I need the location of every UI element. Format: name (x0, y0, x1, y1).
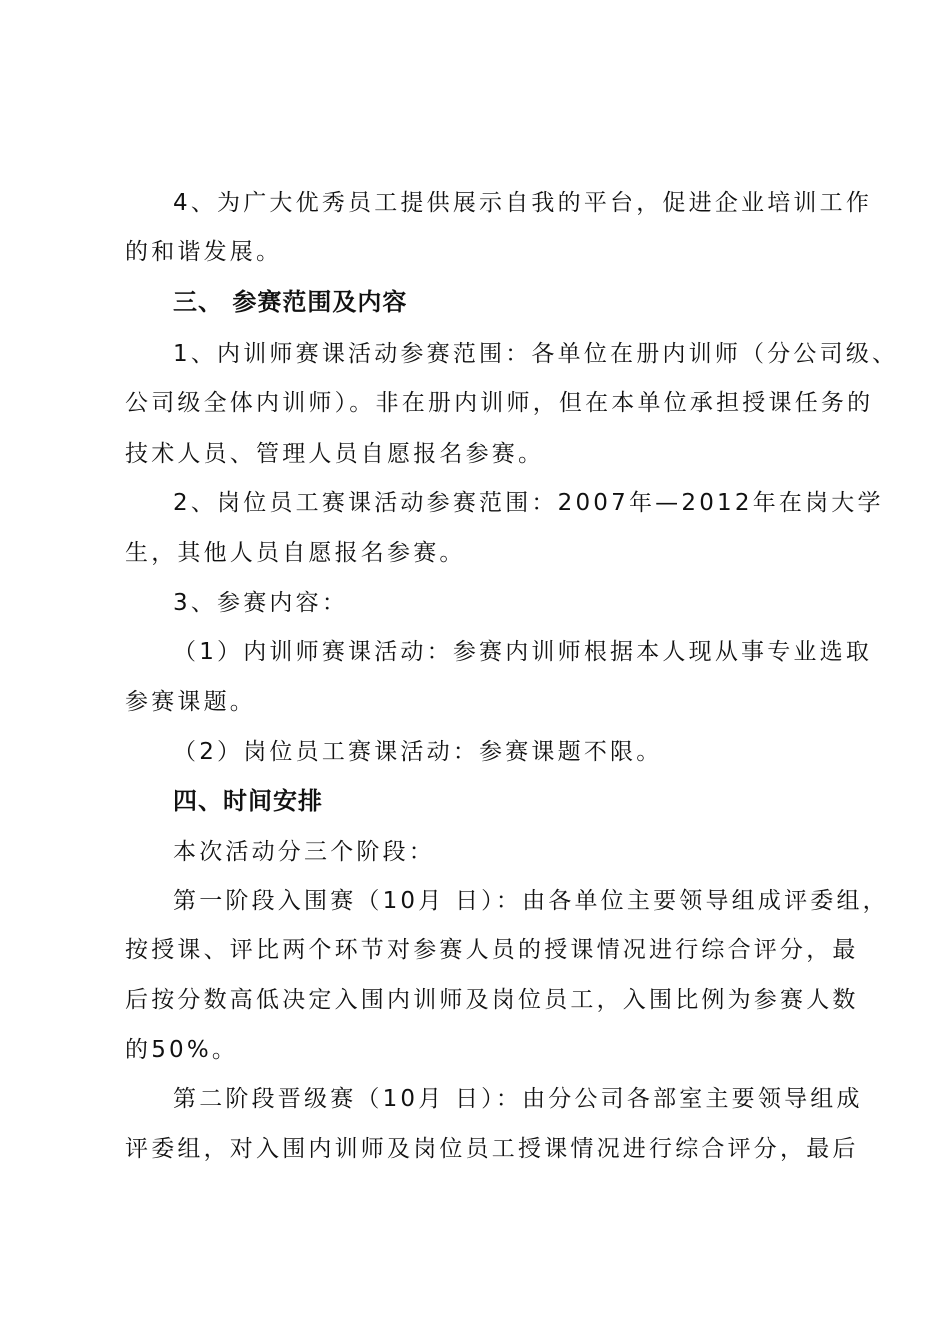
paragraph-line: 第二阶段晋级赛（10月 日）：由分公司各部室主要领导组成 (173, 1086, 863, 1112)
paragraph-line: 技术人员、管理人员自愿报名参赛。 (125, 441, 545, 467)
section-heading: 三、 参赛范围及内容 (173, 288, 408, 316)
paragraph-line: 按授课、评比两个环节对参赛人员的授课情况进行综合评分，最 (125, 937, 859, 963)
paragraph-line: （1）内训师赛课活动：参赛内训师根据本人现从事专业选取 (173, 639, 873, 665)
paragraph-line: （2）岗位员工赛课活动：参赛课题不限。 (173, 739, 663, 765)
paragraph-line: 评委组，对入围内训师及岗位员工授课情况进行综合评分，最后 (125, 1136, 859, 1162)
paragraph-line: 第一阶段入围赛（10月 日）：由各单位主要领导组成评委组， (173, 888, 889, 914)
paragraph-line: 4、为广大优秀员工提供展示自我的平台，促进企业培训工作 (173, 190, 873, 216)
paragraph-line: 参赛课题。 (125, 689, 256, 715)
paragraph-line: 1、内训师赛课活动参赛范围：各单位在册内训师（分公司级、 (173, 341, 899, 367)
section-heading: 四、时间安排 (173, 787, 323, 815)
paragraph-line: 后按分数高低决定入围内训师及岗位员工，入围比例为参赛人数 (125, 987, 859, 1013)
paragraph-line: 的50%。 (125, 1037, 239, 1063)
paragraph-line: 公司级全体内训师）。非在册内训师，但在本单位承担授课任务的 (125, 390, 874, 416)
paragraph-line: 生，其他人员自愿报名参赛。 (125, 540, 466, 566)
paragraph-line: 的和谐发展。 (125, 239, 283, 265)
paragraph-line: 本次活动分三个阶段： (173, 839, 435, 865)
paragraph-line: 3、参赛内容： (173, 590, 349, 616)
paragraph-line: 2、岗位员工赛课活动参赛范围：2007年—2012年在岗大学 (173, 490, 884, 516)
